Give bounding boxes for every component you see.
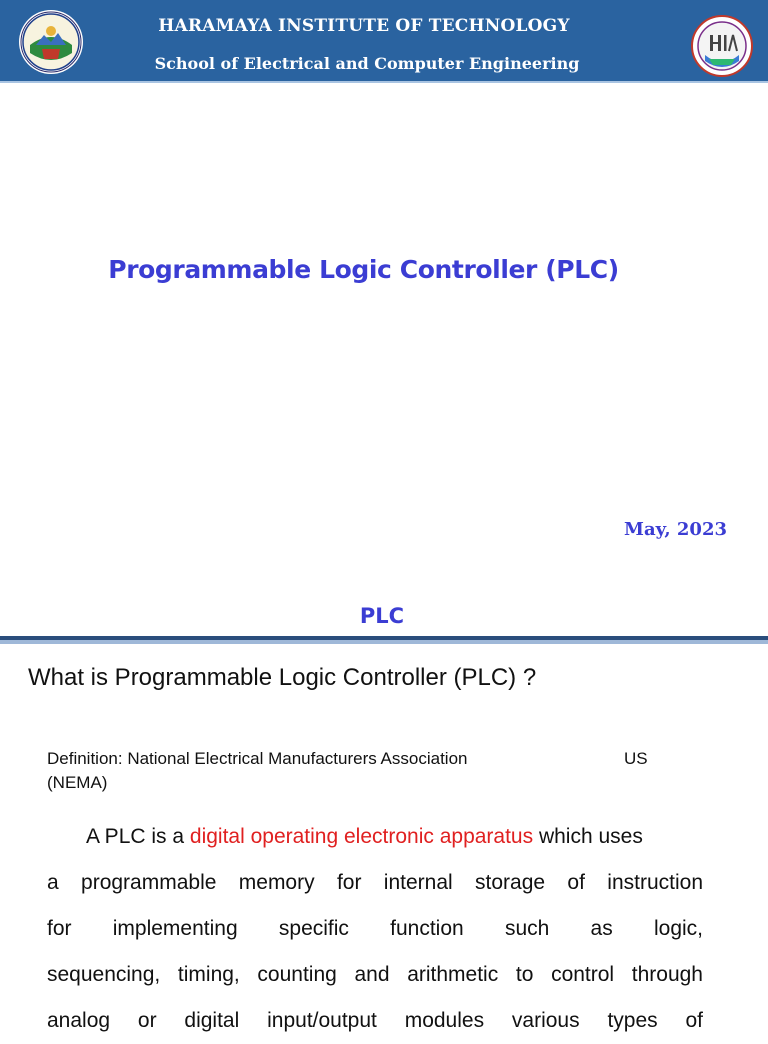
slide-title: Programmable Logic Controller (PLC) [108, 255, 619, 284]
paragraph-line-5: analog or digital input/output modules various types of [47, 1009, 703, 1032]
paragraph-line-2: a programmable memory for internal storage of instruction [47, 871, 703, 894]
definition-abbreviation: (NEMA) [47, 773, 108, 792]
institute-name: HARAMAYA INSTITUTE OF TECHNOLOGY [158, 16, 570, 36]
slide-date: May, 2023 [624, 519, 727, 540]
header-banner [0, 0, 768, 83]
paragraph-line-1-prefix: A PLC is a [86, 825, 190, 848]
definition-label: Definition: National Electrical Manufacturers Association [47, 749, 468, 768]
paragraph-line-1 [47, 814, 703, 860]
paragraph-line-1-suffix: which uses [533, 825, 643, 848]
hit-logo-icon [691, 15, 753, 82]
section-title: PLC [359, 604, 405, 628]
school-name: School of Electrical and Computer Engineering [154, 54, 580, 73]
paragraph-line-3: for implementing specific function such as logic, [47, 917, 703, 940]
definition-country: US [624, 749, 648, 768]
paragraph-highlight: digital operating electronic apparatus [189, 825, 534, 848]
title-divider-accent [0, 640, 768, 644]
paragraph-line-4: sequencing, timing, counting and arithmetic to control through [47, 963, 703, 986]
question-heading: What is Programmable Logic Controller (PLC) ? [28, 664, 537, 691]
